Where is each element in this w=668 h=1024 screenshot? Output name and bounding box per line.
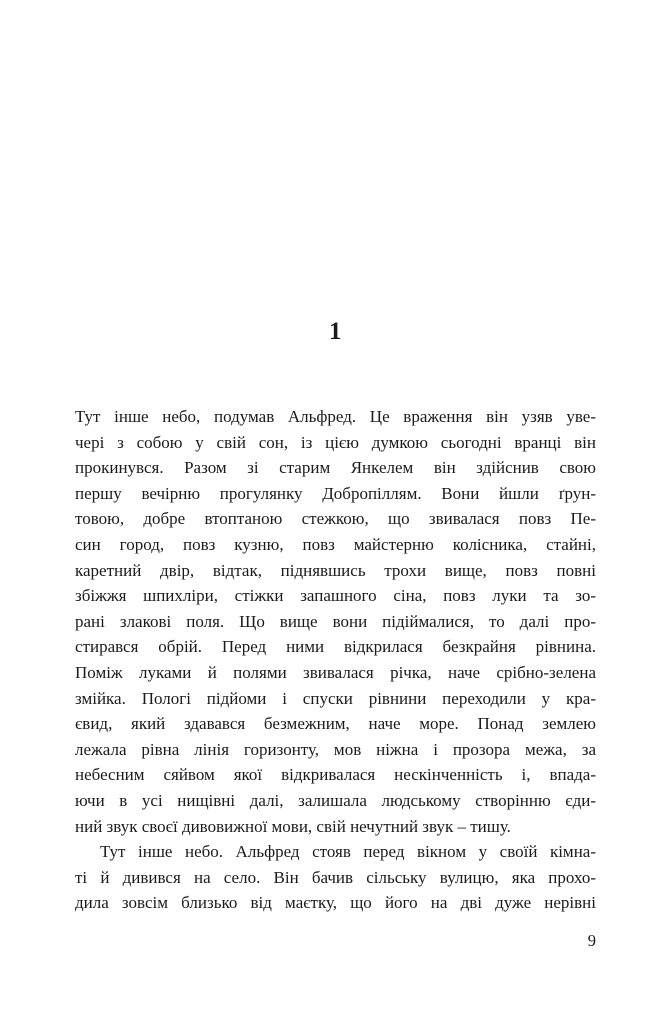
text-line: стирався обрій. Перед ними відкрилася безкрайня рівнина. [75, 637, 596, 657]
text-line: чері з собою у свій сон, із цією думкою сьогодні вранці він [75, 432, 596, 452]
text-line: каретний двір, відтак, піднявшись трохи вище, повз повні [75, 560, 596, 580]
text-line: Тут інше небо. Альфред стояв перед вікном у своїй кімна- [100, 842, 596, 862]
text-line: Тут інше небо, подумав Альфред. Це враження він узяв уве- [75, 407, 596, 426]
paragraph-1 [75, 404, 596, 839]
chapter-heading: 1 [329, 318, 342, 345]
text-line: першу вечірню прогулянку Добропіллям. Вони йшли ґрун- [75, 483, 596, 503]
text-line: лежала рівна лінія горизонту, мов ніжна і прозора межа, за [75, 739, 596, 759]
text-line: збіжжя шпихліри, стіжки запашного сіна, повз луки та зо- [75, 586, 596, 606]
text-line: товою, добре втоптаною стежкою, що звивалася повз Пе- [75, 509, 596, 529]
paragraph-2 [75, 839, 596, 916]
text-line: змійка. Пологі підйоми і спуски рівнини переходили у кра- [75, 688, 596, 708]
body-text [75, 404, 596, 916]
text-line: дила зовсім близько від маєтку, що його на дві дуже нерівні [75, 893, 596, 913]
text-line: небесним сяйвом якої відкривалася нескінченність і, впада- [75, 765, 596, 785]
page-number: 9 [587, 931, 596, 950]
text-line: ті й дивився на село. Він бачив сільську вулицю, яка прохо- [75, 867, 596, 887]
text-line: ний звук своєї дивовижної мови, свій нечутний звук – тишу. [75, 816, 511, 836]
text-line: євид, який здавався безмежним, наче море. Понад землею [75, 714, 596, 734]
text-line: прокинувся. Разом зі старим Янкелем він здійснив свою [75, 458, 596, 478]
text-line: рані злакові поля. Що вище вони підіймалися, то далі про- [75, 611, 596, 631]
text-line: ючи в усі нищівні далі, залишала людському створінню єди- [75, 790, 596, 810]
text-line: син город, повз кузню, повз майстерню колісника, стайні, [75, 534, 596, 554]
text-line: Поміж луками й полями звивалася річка, наче срібно-зелена [75, 662, 596, 682]
